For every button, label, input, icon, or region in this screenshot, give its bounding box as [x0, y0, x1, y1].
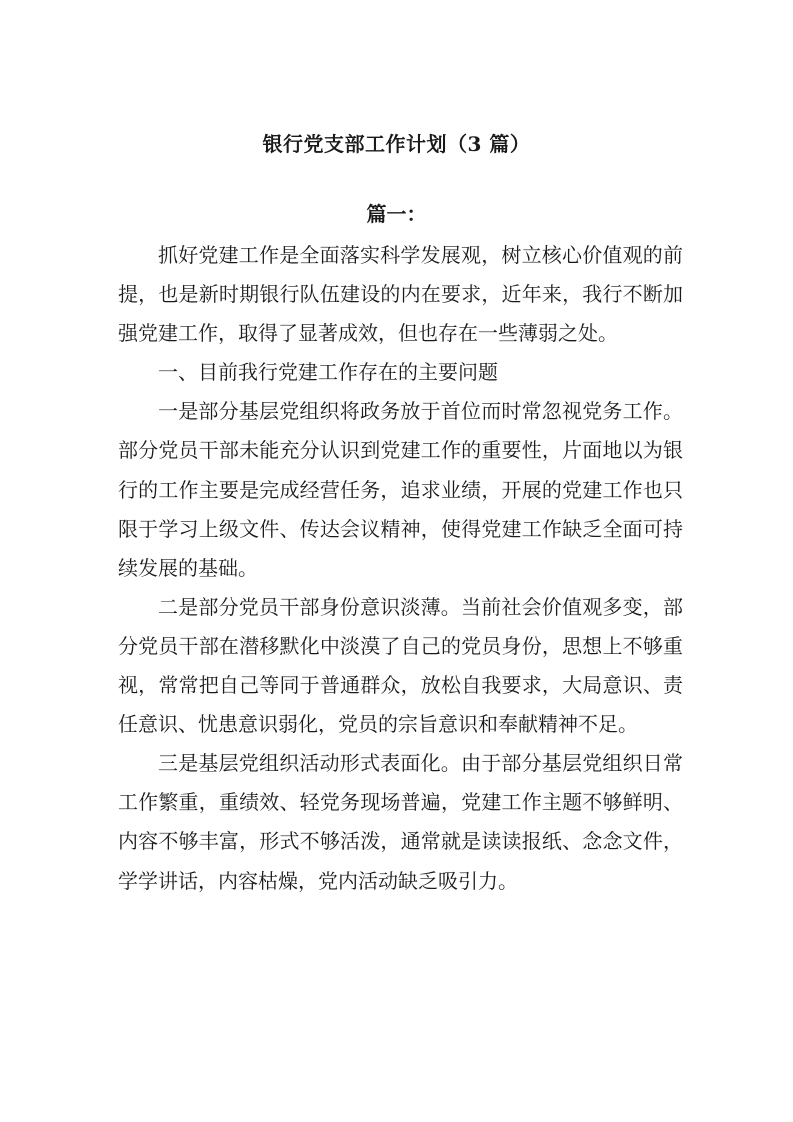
paragraph-problem-one: 一是部分基层党组织将政务放于首位而时常忽视党务工作。部分党员干部未能充分认识到党建工作的重要性，片面地以为银行的工作主要是完成经营任务，追求业绩，开展的党建工作也只限于学习上级文件、传达会议精神，使得党建工作缺乏全面可持续发展的基础。 — [118, 399, 683, 580]
document-title: 银行党支部工作计划（3 篇） — [262, 132, 531, 156]
paragraph-intro: 抓好党建工作是全面落实科学发展观，树立核心价值观的前提，也是新时期银行队伍建设的内在要求，近年来，我行不断加强党建工作，取得了显著成效，但也存在一些薄弱之处。 — [118, 243, 683, 346]
paragraph-heading-problems: 一、目前我行党建工作存在的主要问题 — [158, 360, 498, 385]
document-body — [118, 236, 683, 901]
section-heading: 篇一： — [366, 202, 427, 226]
paragraph-problem-three: 三是基层党组织活动形式表面化。由于部分基层党组织日常工作繁重，重绩效、轻党务现场普遍，党建工作主题不够鲜明、内容不够丰富，形式不够活泼，通常就是读读报纸、念念文件，学学讲话，内容枯燥，党内活动缺乏吸引力。 — [118, 751, 683, 893]
paragraph-problem-two: 二是部分党员干部身份意识淡薄。当前社会价值观多变，部分党员干部在潜移默化中淡漠了自己的党员身份，思想上不够重视，常常把自己等同于普通群众，放松自我要求，大局意识、责任意识、忧患意识弱化，党员的宗旨意识和奉献精神不足。 — [118, 594, 683, 737]
